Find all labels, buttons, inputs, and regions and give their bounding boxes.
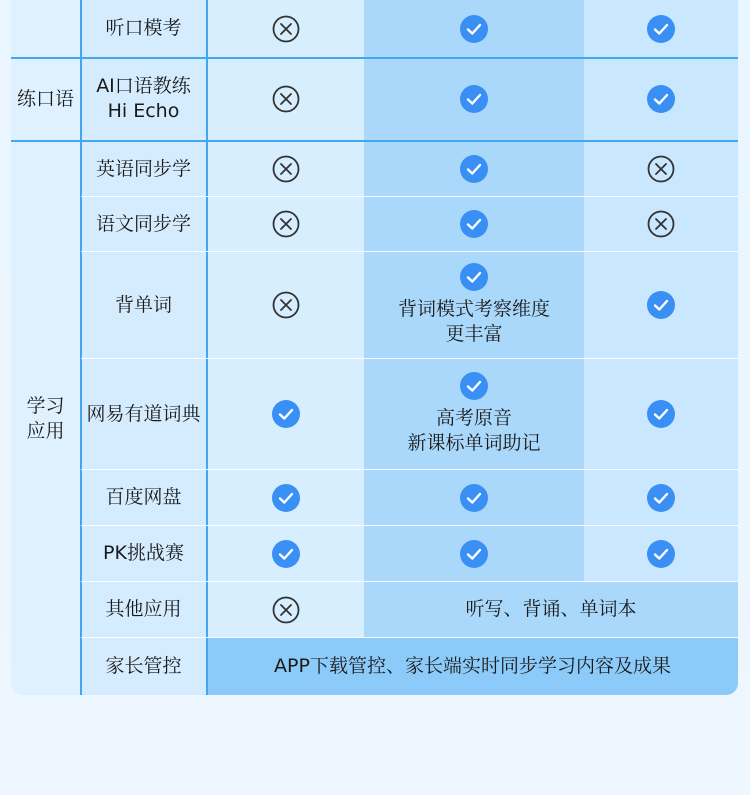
plan-a-cell	[207, 58, 364, 140]
feature-label: 网易有道词典	[86, 402, 201, 425]
cross-icon	[272, 85, 300, 113]
feature-label: 百度网盘	[105, 486, 182, 508]
plan-a-cell	[207, 197, 364, 251]
feature-cell	[81, 526, 206, 581]
plan-c-cell	[584, 197, 738, 251]
feature-label: 家长管控	[105, 655, 182, 677]
check-icon	[460, 85, 488, 113]
check-icon	[460, 372, 488, 400]
feature-cell	[81, 142, 206, 196]
plan-b-cell	[364, 359, 584, 469]
plan-a-cell	[207, 0, 364, 57]
check-icon	[272, 400, 300, 428]
plan-a-cell	[207, 142, 364, 196]
check-icon	[272, 484, 300, 512]
feature-cell	[81, 252, 206, 358]
feature-cell	[81, 582, 206, 637]
feature-cell	[81, 638, 206, 695]
feature-cell	[81, 58, 206, 140]
comparison-table	[11, 0, 738, 695]
plan-bc-merged-cell	[364, 582, 738, 637]
cross-icon	[272, 596, 300, 624]
plan-b-cell	[364, 526, 584, 581]
plan-b-cell	[364, 142, 584, 196]
check-icon	[647, 15, 675, 43]
feature-label: 听口模考	[105, 17, 182, 39]
merged-text: 听写、背诵、单词本	[465, 598, 637, 620]
category-speak-label: 练口语	[16, 87, 74, 110]
cross-icon	[272, 210, 300, 238]
cross-icon	[272, 15, 300, 43]
plan-a-cell	[207, 470, 364, 525]
check-icon	[647, 85, 675, 113]
plan-c-cell	[584, 0, 738, 57]
check-icon	[272, 540, 300, 568]
plan-b-cell	[364, 58, 584, 140]
check-icon	[460, 15, 488, 43]
check-icon	[460, 263, 488, 291]
cross-icon	[647, 155, 675, 183]
plan-b-note: 高考原音 新课标单词助记	[407, 407, 541, 454]
check-icon	[647, 400, 675, 428]
plan-b-cell	[364, 252, 584, 358]
cross-icon	[272, 291, 300, 319]
category-apps-label: 学习 应用	[26, 394, 65, 442]
feature-label: 其他应用	[105, 598, 182, 620]
plan-c-cell	[584, 252, 738, 358]
plan-c-cell	[584, 58, 738, 140]
feature-label: 语文同步学	[95, 212, 191, 235]
feature-label: 英语同步学	[95, 157, 191, 180]
plan-abc-merged-cell	[207, 638, 738, 695]
feature-cell	[81, 0, 206, 57]
plan-a-cell	[207, 359, 364, 469]
plan-b-cell	[364, 0, 584, 57]
category-label	[11, 142, 80, 695]
merged-text: APP下载管控、家长端实时同步学习内容及成果	[274, 655, 671, 677]
feature-label: AI口语教练 Hi Echo	[96, 75, 191, 122]
plan-c-cell	[584, 142, 738, 196]
check-icon	[460, 155, 488, 183]
plan-c-cell	[584, 470, 738, 525]
plan-b-cell	[364, 197, 584, 251]
plan-a-cell	[207, 252, 364, 358]
cross-icon	[647, 210, 675, 238]
check-icon	[647, 540, 675, 568]
plan-c-cell	[584, 359, 738, 469]
plan-c-cell	[584, 526, 738, 581]
feature-label: PK挑战赛	[103, 542, 184, 564]
plan-b-cell	[364, 470, 584, 525]
plan-b-note: 背词模式考察维度 更丰富	[397, 298, 550, 345]
feature-cell	[81, 197, 206, 251]
check-icon	[647, 484, 675, 512]
feature-label: 背单词	[114, 293, 172, 316]
plan-a-cell	[207, 526, 364, 581]
plan-a-cell	[207, 582, 364, 637]
feature-cell	[81, 470, 206, 525]
cross-icon	[272, 155, 300, 183]
feature-cell	[81, 359, 206, 469]
check-icon	[647, 291, 675, 319]
check-icon	[460, 540, 488, 568]
check-icon	[460, 484, 488, 512]
check-icon	[460, 210, 488, 238]
category-label	[11, 58, 80, 140]
